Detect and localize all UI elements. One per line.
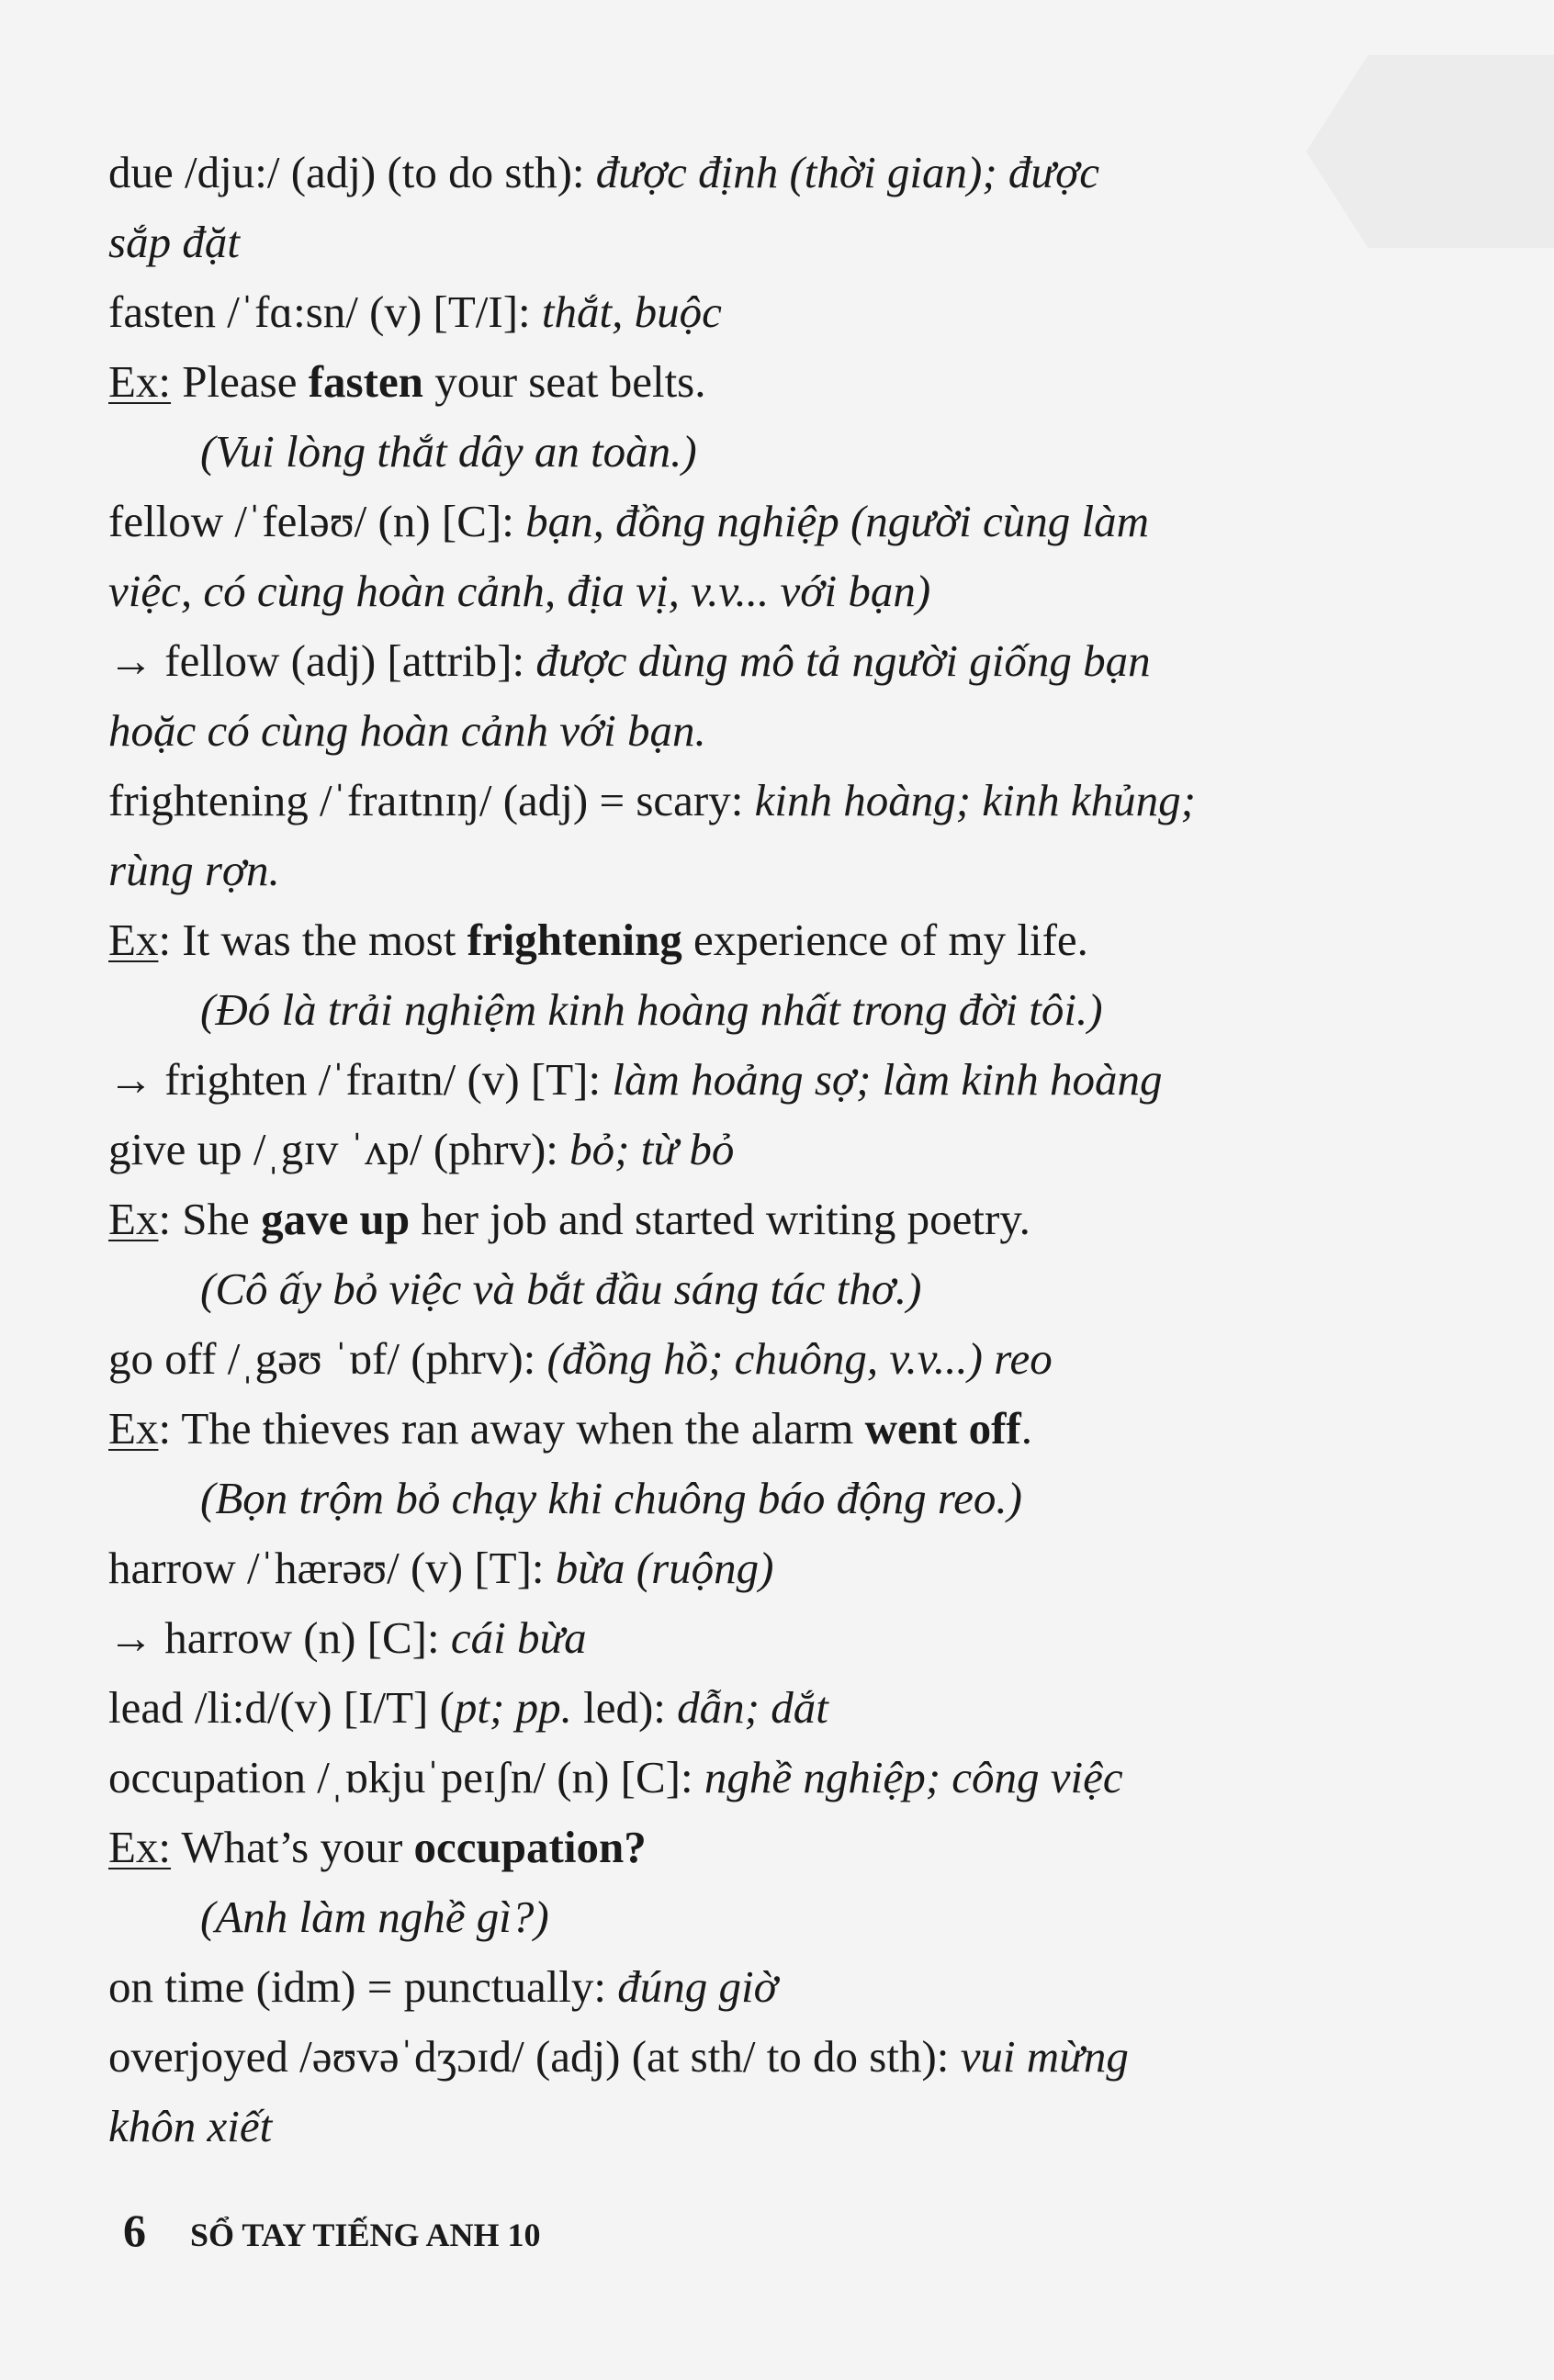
entry-frightening-cont [108,836,1431,905]
headword: give up /ˌgɪv ˈʌp/ (phrv): [108,1124,570,1174]
headword: occupation /ˌɒkjuˈpeɪʃn/ (n) [C]: [108,1752,704,1802]
example-text: : She [158,1194,262,1244]
example-keyword: fasten [308,356,423,407]
translation-fasten [108,417,1431,487]
page-footer [123,2204,540,2257]
example-keyword: occupation? [413,1822,647,1872]
entry-fellow [108,487,1431,556]
entry-fellow-cont [108,556,1431,626]
meaning: thắt, buộc [541,286,722,337]
entry-due [108,138,1431,208]
entry-harrow [108,1533,1431,1603]
entry-on-time [108,1952,1431,2022]
headword: led): [571,1682,678,1733]
meaning: bừa (ruộng) [555,1543,774,1593]
translation: (Vui lòng thắt dây an toàn.) [200,426,697,477]
headword: on time (idm) = punctually: [108,1961,618,2012]
headword: fellow /ˈfeləʊ/ (n) [C]: [108,496,526,546]
example-frightening [108,905,1431,975]
meaning: kinh hoàng; kinh khủng; [754,775,1196,825]
headword: harrow /ˈhærəʊ/ (v) [T]: [108,1543,556,1593]
example-text: : The thieves ran away when the alarm [158,1403,865,1454]
translation: (Bọn trộm bỏ chạy khi chuông báo động reo.) [200,1473,1022,1523]
entry-give-up [108,1115,1431,1184]
example-label: Ex [108,1403,159,1454]
example-go-off [108,1394,1431,1464]
example-text: experience of my life. [681,915,1088,965]
headword: lead /li:d/(v) [I/T] ( [108,1682,455,1733]
example-text: your seat belts. [422,356,706,407]
example-label: Ex [108,1194,159,1244]
entry-occupation [108,1743,1431,1813]
meaning: nghề nghiệp; công việc [704,1752,1123,1802]
derived-fellow [108,626,1431,696]
meaning: bạn, đồng nghiệp (người cùng làm [525,496,1150,546]
entry-overjoyed-cont [108,2092,1431,2161]
meaning: việc, có cùng hoàn cảnh, địa vị, v.v... với bạn) [108,566,931,616]
entry-frightening [108,766,1431,836]
book-title: SỔ TAY TIẾNG ANH 10 [190,2217,541,2253]
meaning: sắp đặt [108,217,240,267]
headword: frightening /ˈfraɪtnɪŋ/ (adj) = scary: [108,775,755,825]
example-keyword: went off [864,1403,1021,1454]
example-label: Ex: [108,1822,172,1872]
entry-overjoyed [108,2022,1431,2092]
headword: fasten /ˈfɑ:sn/ (v) [T/I]: [108,286,542,337]
derived-fellow-cont [108,696,1431,766]
example-text: her job and started writing poetry. [410,1194,1030,1244]
headword: due /dju:/ (adj) (to do sth): [108,147,596,197]
entry-due-cont [108,208,1431,277]
example-fasten [108,347,1431,417]
example-text: . [1020,1403,1032,1454]
translation-occupation [108,1882,1431,1952]
derived-harrow [108,1603,1431,1673]
meaning: đúng giờ [617,1961,778,2012]
meaning: hoặc có cùng hoàn cảnh với bạn. [108,705,706,756]
example-occupation [108,1813,1431,1882]
meaning: được định (thời gian); được [595,147,1100,197]
entry-fasten [108,277,1431,347]
translation-frightening [108,975,1431,1045]
meaning: (đồng hồ; chuông, v.v...) reo [546,1333,1053,1384]
meaning: vui mừng [960,2031,1129,2082]
example-keyword: frightening [467,915,682,965]
example-give-up [108,1184,1431,1254]
meaning: làm hoảng sợ; làm kinh hoàng [612,1054,1163,1105]
translation: (Cô ấy bỏ việc và bắt đầu sáng tác thơ.) [200,1263,922,1314]
entry-lead [108,1673,1431,1743]
derived-headword: → harrow (n) [C]: [108,1612,451,1663]
example-text: Please [171,356,309,407]
derived-headword: → fellow (adj) [attrib]: [108,635,536,686]
headword: go off /ˌgəʊ ˈɒf/ (phrv): [108,1333,547,1384]
translation: (Anh làm nghề gì?) [200,1892,549,1942]
grammar-note: pt; pp. [454,1682,572,1733]
glossary-content [108,138,1431,2161]
example-label: Ex [108,915,159,965]
example-text: What’s your [171,1822,414,1872]
headword: overjoyed /əʊvəˈdʒɔɪd/ (adj) (at sth/ to do sth): [108,2031,961,2082]
translation-go-off [108,1464,1431,1533]
meaning: bỏ; từ bỏ [569,1124,735,1174]
derived-frighten [108,1045,1431,1115]
page-number: 6 [123,2205,146,2256]
meaning: rùng rợn. [108,845,280,895]
meaning: được dùng mô tả người giống bạn [535,635,1151,686]
example-keyword: gave up [261,1194,411,1244]
meaning: dẫn; dắt [677,1682,828,1733]
example-label: Ex: [108,356,172,407]
derived-headword: → frighten /ˈfraɪtn/ (v) [T]: [108,1054,613,1105]
entry-go-off [108,1324,1431,1394]
translation: (Đó là trải nghiệm kinh hoàng nhất trong đời tôi.) [200,984,1103,1035]
meaning: cái bừa [450,1612,587,1663]
example-text: : It was the most [158,915,467,965]
meaning: khôn xiết [108,2101,273,2151]
translation-give-up [108,1254,1431,1324]
